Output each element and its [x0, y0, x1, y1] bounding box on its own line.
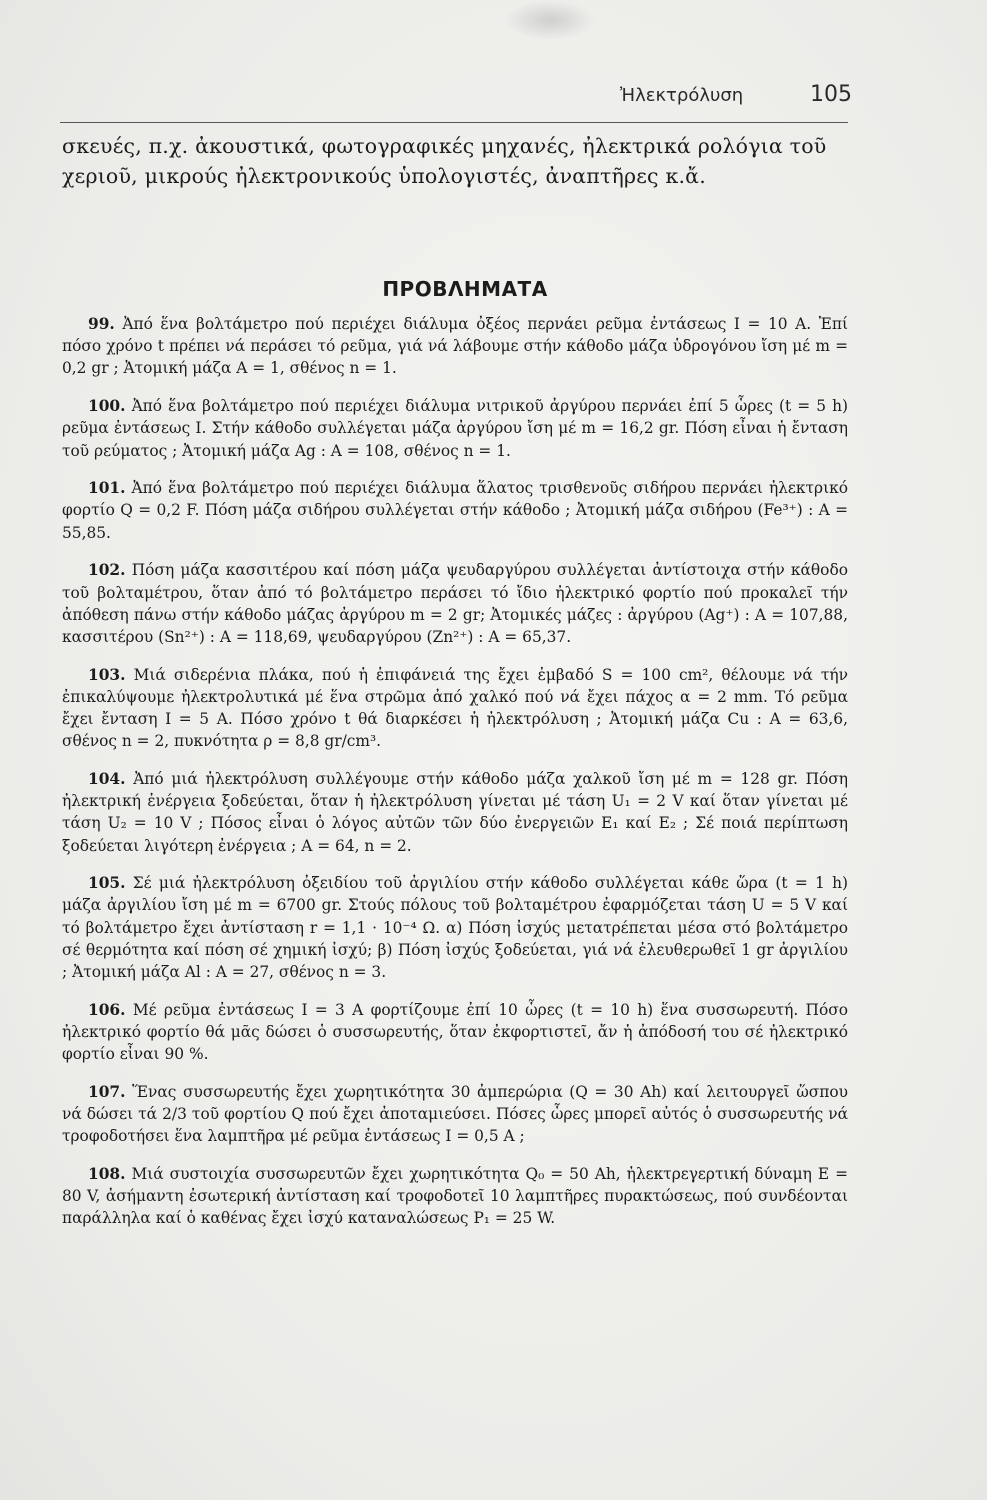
running-title: Ἠλεκτρόλυση	[620, 85, 744, 106]
problem-text: Πόση μάζα κασσιτέρου καί πόση μάζα ψευδαργύρου συλλέγεται ἀντίστοιχα στήν κάθοδο τοῦ βολταμέτρου, ὅταν ἀπό τό βολτάμετρο περάσει τό ἴδιο ἠλεκτρικό φορτίο πού προκαλεῖ τήν ἀπόθεση πάνω στήν κάθοδο μάζας ἀργύρου m = 2 gr; Ἀτομικές μάζες : ἀργύρου (Ag⁺) : A = 107,88, κασσιτέρου (Sn²⁺) : A = 118,69, ψευδαργύρου (Zn²⁺) : A = 65,37.	[62, 561, 848, 646]
problem-text: Ἀπό ἕνα βολτάμετρο πού περιέχει διάλυμα ἅλατος τρισθενοῦς σιδήρου περνάει ἠλεκτρικό φορτίο Q = 0,2 F. Πόση μάζα σιδήρου συλλέγεται στήν κάθοδο ; Ἀτομική μάζα σιδήρου (Fe³⁺) : A = 55,85.	[62, 479, 848, 542]
problem-99	[62, 313, 848, 380]
problem-text: Ἀπό μιά ἠλεκτρόλυση συλλέγουμε στήν κάθοδο μάζα χαλκοῦ ἴση μέ m = 128 gr. Πόση ἠλεκτρική ἐνέργεια ξοδεύεται, ὅταν ἡ ἠλεκτρόλυση γίνεται μέ τάση U₁ = 2 V καί ὅταν γίνεται μέ τάση U₂ = 10 V ; Πόσος εἶναι ὁ λόγος αὐτῶν τῶν δύο ἐνεργειῶν E₁ καί E₂ ; Σέ ποιά περίπτωση ξοδεύεται λιγότερη ἐνέργεια ; A = 64, n = 2.	[62, 769, 848, 855]
problem-number: 106.	[88, 1000, 126, 1019]
problem-number: 103.	[88, 665, 126, 684]
page-body	[62, 131, 848, 1245]
problem-number: 101.	[88, 479, 126, 498]
problem-102	[62, 559, 848, 648]
problem-105	[62, 872, 848, 983]
print-blemish	[505, 0, 595, 40]
problem-107	[62, 1081, 848, 1148]
header-rule	[60, 122, 848, 123]
problem-104	[62, 768, 848, 857]
problem-108	[62, 1163, 848, 1230]
problem-number: 100.	[88, 397, 126, 416]
problem-106	[62, 999, 848, 1066]
problem-103	[62, 664, 848, 753]
problem-100	[62, 395, 848, 462]
running-header	[620, 82, 852, 116]
problem-number: 104.	[88, 769, 126, 788]
problem-number: 99.	[88, 315, 115, 333]
problem-text: Μιά σιδερένια πλάκα, πού ἡ ἐπιφάνειά της ἔχει ἐμβαδό S = 100 cm², θέλουμε νά τήν ἐπικαλύψουμε ἠλεκτρολυτικά μέ ἕνα στρῶμα ἀπό χαλκό πού νά ἔχει πάχος α = 2 mm. Τό ρεῦμα ἔχει ἔνταση I = 5 A. Πόσο χρόνο t θά διαρκέσει ἡ ἠλεκτρόλυση ; Ἀτομική μάζα Cu : A = 63,6, σθένος n = 2, πυκνότητα ρ = 8,8 gr/cm³.	[62, 665, 848, 751]
problem-number: 102.	[88, 561, 126, 580]
problem-number: 108.	[88, 1165, 126, 1183]
problem-text: Ἀπό ἕνα βολτάμετρο πού περιέχει διάλυμα ὀξέος περνάει ρεῦμα ἐντάσεως I = 10 A. Ἐπί πόσο χρόνο t πρέπει νά περάσει τό ρεῦμα, γιά νά λάβουμε στήν κάθοδο μάζα ὑδρογόνου ἴση μέ m = 0,2 gr ; Ἀτομική μάζα A = 1, σθένος n = 1.	[62, 315, 848, 378]
page-number: 105	[810, 82, 852, 107]
problem-text: Ἀπό ἕνα βολτάμετρο πού περιέχει διάλυμα νιτρικοῦ ἀργύρου περνάει ἐπί 5 ὧρες (t = 5 h) ρεῦμα ἐντάσεως I. Στήν κάθοδο συλλέγεται μάζα ἀργύρου ἴση μέ m = 16,2 gr. Πόση εἶναι ἡ ἔνταση τοῦ ρεύματος ; Ἀτομική μάζα Ag : A = 108, σθένος n = 1.	[62, 397, 848, 460]
problem-text: Ἕνας συσσωρευτής ἔχει χωρητικότητα 30 ἀμπερώρια (Q = 30 Ah) καί λειτουργεῖ ὥσπου νά δώσει τά 2/3 τοῦ φορτίου Q πού ἔχει ἀποταμιεύσει. Πόσες ὧρες μπορεῖ αὐτός ὁ συσσωρευτής νά τροφοδοτήσει ἕνα λαμπτῆρα μέ ρεῦμα ἐντάσεως I = 0,5 A ;	[62, 1082, 848, 1146]
section-title: ΠΡΟΒΛΗΜΑΤΑ	[382, 277, 548, 301]
problem-text: Σέ μιά ἠλεκτρόλυση ὀξειδίου τοῦ ἀργιλίου στήν κάθοδο συλλέγεται κάθε ὥρα (t = 1 h) μάζα ἀργιλίου ἴση μέ m = 6700 gr. Στούς πόλους τοῦ βολταμέτρου ἐφαρμόζεται τάση U = 5 V καί τό βολτάμετρο ἔχει ἀντίσταση r = 1,1 · 10⁻⁴ Ω. α) Πόση ἰσχύς μετατρέπεται μέσα στό βολτάμετρο σέ θερμότητα καί πόση σέ χημική ἰσχύ; β) Πόση ἰσχύς ξοδεύεται, γιά νά ἐλευθερωθεῖ 1 gr ἀργιλίου ; Ἀτομική μάζα Al : A = 27, σθένος n = 3.	[62, 874, 848, 982]
problem-number: 105.	[88, 874, 126, 893]
problem-text: Μέ ρεῦμα ἐντάσεως I = 3 A φορτίζουμε ἐπί 10 ὧρες (t = 10 h) ἕνα συσσωρευτή. Πόσο ἠλεκτρικό φορτίο θά μᾶς δώσει ὁ συσσωρευτής, ὅταν ἐκφορτιστεῖ, ἄν ἡ ἀπόδοσή του σέ ἠλεκτρικό φορτίο εἶναι 90 %.	[62, 1000, 848, 1064]
problem-text: Μιά συστοιχία συσσωρευτῶν ἔχει χωρητικότητα Q₀ = 50 Ah, ἠλεκτρεγερτική δύναμη E = 80 V, ἀσήμαντη ἐσωτερική ἀντίσταση καί τροφοδοτεῖ 10 λαμπτῆρες πυρακτώσεως, πού συνδέονται παράλληλα καί ὁ καθένας ἔχει ἰσχύ καταναλώσεως P₁ = 25 W.	[62, 1165, 848, 1228]
problem-number: 107.	[88, 1082, 126, 1101]
problem-101	[62, 477, 848, 544]
intro-paragraph: σκευές, π.χ. ἀκουστικά, φωτογραφικές μηχανές, ἠλεκτρικά ρολόγια τοῦ χεριοῦ, μικρούς ἠλεκτρονικούς ὑπολογιστές, ἀναπτῆρες κ.ἄ.	[62, 134, 827, 188]
